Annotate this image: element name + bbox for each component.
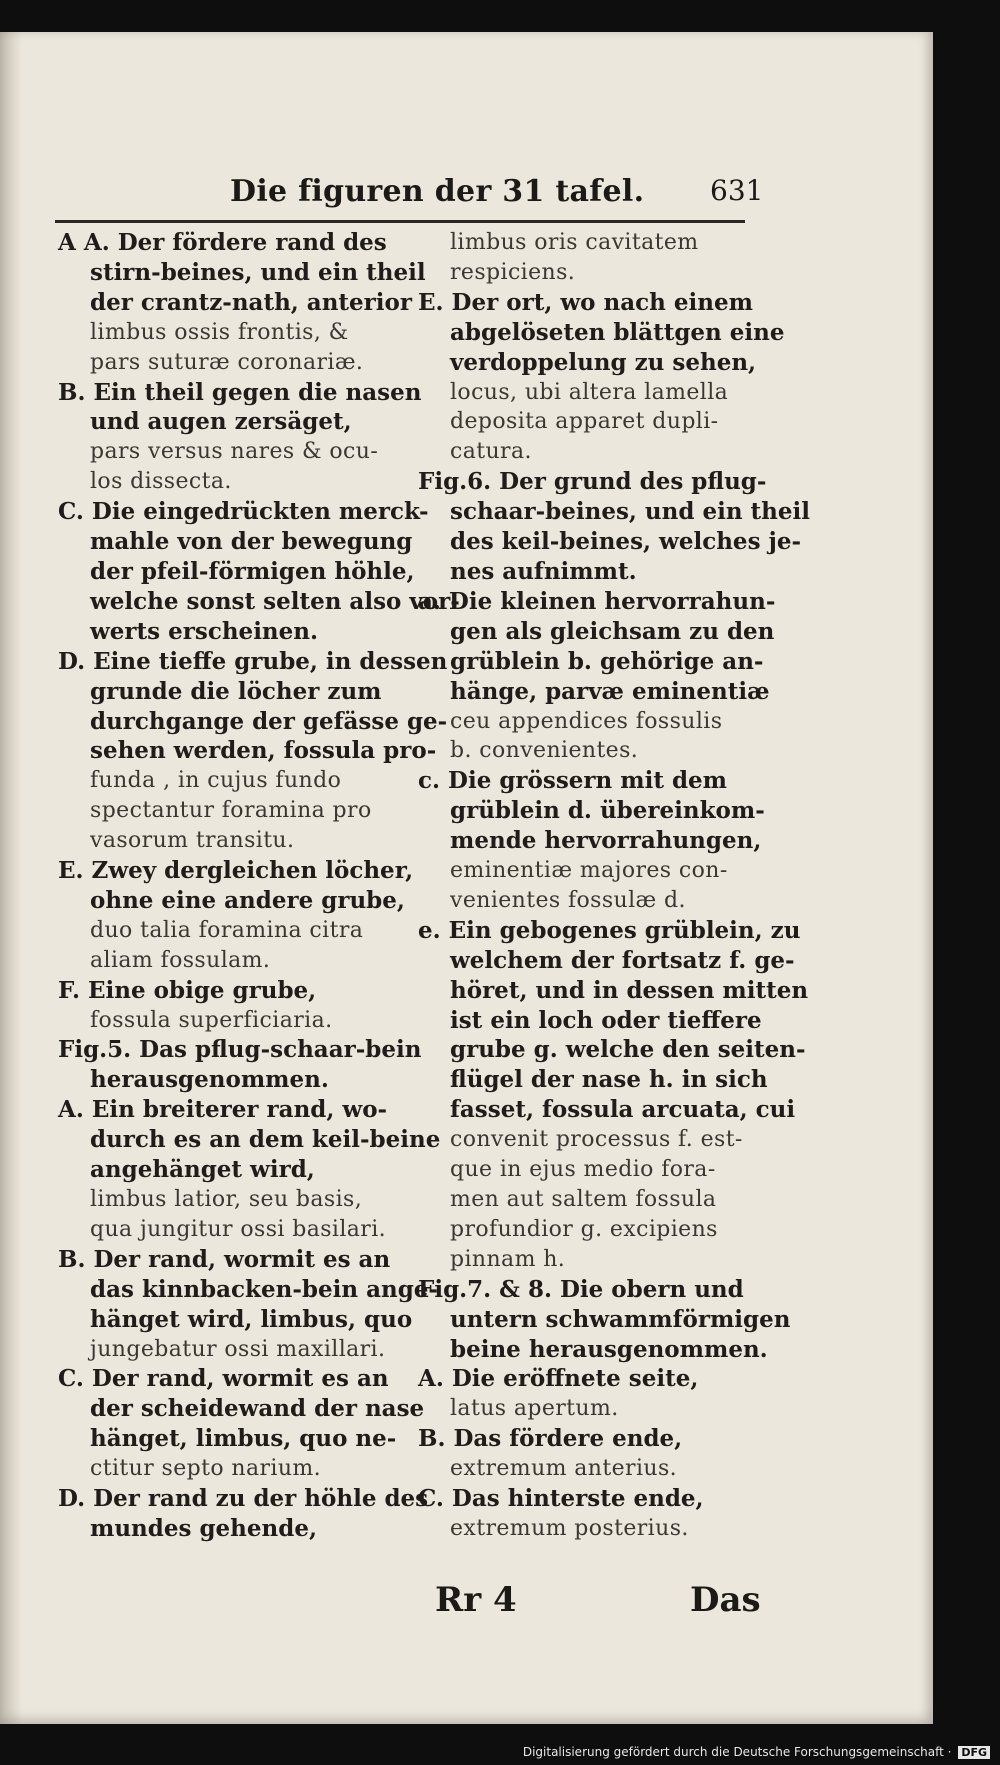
german-text-line: nes aufnimmt.: [450, 557, 637, 585]
right-text-column: [418, 228, 811, 1544]
left-entry: [58, 647, 448, 856]
latin-text-line: que in ejus medio fora-: [450, 1157, 716, 1183]
left-text-column: [58, 228, 460, 1544]
german-text-line: und augen zersäget,: [90, 408, 352, 436]
german-text-line: beine herausgenommen.: [450, 1335, 768, 1363]
german-text-line: welchem der fortsatz f. ge-: [450, 946, 795, 974]
latin-text-line: aliam fossulam.: [90, 947, 271, 973]
german-text-line: des keil-beines, welches je-: [450, 528, 802, 556]
german-text-line: mundes gehende,: [90, 1514, 317, 1542]
right-entry: [418, 467, 811, 587]
signature-mark: Rr 4: [435, 1580, 517, 1620]
dfg-logo: DFG: [958, 1746, 990, 1759]
left-entry: [58, 497, 460, 647]
german-text-line: grunde die löcher zum: [90, 677, 382, 705]
latin-text-line: pinnam h.: [450, 1246, 566, 1272]
latin-text-line: limbus oris cavitatem: [450, 230, 699, 255]
right-entry: [418, 288, 785, 467]
german-text-line: E. Der ort, wo nach einem: [418, 288, 753, 316]
left-entry: [58, 856, 414, 976]
german-text-line: untern schwammförmigen: [450, 1305, 791, 1333]
latin-text-line: spectantur foramina pro: [90, 798, 372, 824]
german-text-line: C. Die eingedrückten merck-: [58, 498, 429, 526]
left-entry: [58, 378, 422, 498]
latin-text-line: convenit processus f. est-: [450, 1127, 743, 1153]
latin-text-line: extremum posterius.: [450, 1515, 689, 1541]
latin-text-line: pars suturæ coronariæ.: [90, 349, 364, 375]
right-entry: [418, 587, 776, 766]
german-text-line: der scheidewand der nase: [90, 1395, 425, 1423]
right-entry: [418, 766, 765, 916]
german-text-line: ohne eine andere grube,: [90, 886, 405, 914]
german-text-line: a. Die kleinen hervorrahun-: [418, 587, 776, 615]
german-text-line: gen als gleichsam zu den: [450, 617, 775, 645]
german-text-line: werts erscheinen.: [90, 617, 319, 645]
latin-text-line: b. convenientes.: [450, 738, 639, 764]
latin-text-line: jungebatur ossi maxillari.: [90, 1336, 386, 1362]
german-text-line: A. Ein breiterer rand, wo-: [58, 1096, 388, 1124]
german-text-line: B. Das fördere ende,: [418, 1425, 683, 1453]
latin-text-line: latus apertum.: [450, 1396, 619, 1422]
german-text-line: D. Der rand zu der höhle des: [58, 1485, 429, 1513]
german-text-line: E. Zwey dergleichen löcher,: [58, 857, 414, 885]
german-text-line: ist ein loch oder tieffere: [450, 1006, 762, 1034]
left-entry: [58, 1245, 438, 1365]
german-text-line: das kinnbacken-bein ange-: [90, 1275, 438, 1303]
latin-text-line: venientes fossulæ d.: [450, 887, 686, 913]
german-text-line: welche sonst selten also vor-: [90, 587, 460, 615]
latin-text-line: men aut saltem fossula: [450, 1187, 717, 1212]
german-text-line: verdoppelung zu sehen,: [450, 348, 757, 376]
latin-text-line: eminentiæ majores con-: [450, 858, 728, 884]
german-text-line: schaar-beines, und ein theil: [450, 498, 811, 526]
right-entry: [418, 1484, 753, 1544]
latin-text-line: limbus ossis frontis, &: [90, 319, 349, 345]
left-entry: [58, 1484, 429, 1544]
german-text-line: herausgenommen.: [90, 1066, 329, 1094]
german-text-line: hänget wird, limbus, quo: [90, 1305, 413, 1333]
german-text-line: der crantz-nath, anterior: [90, 288, 412, 316]
german-text-line: fasset, fossula arcuata, cui: [450, 1096, 796, 1124]
german-text-line: grüblein b. gehörige an-: [450, 647, 764, 675]
latin-text-line: profundior g. excipiens: [450, 1216, 718, 1242]
german-text-line: sehen werden, fossula pro-: [90, 737, 437, 765]
german-text-line: grüblein d. übereinkom-: [450, 797, 765, 825]
latin-text-line: respiciens.: [450, 259, 576, 285]
german-text-line: grube g. welche den seiten-: [450, 1036, 806, 1064]
german-text-line: D. Eine tieffe grube, in dessen: [58, 647, 448, 675]
german-text-line: höret, und in dessen mitten: [450, 976, 809, 1004]
latin-text-line: extremum anterius.: [450, 1456, 678, 1482]
latin-text-line: ceu appendices fossulis: [450, 708, 723, 734]
german-text-line: B. Ein theil gegen die nasen: [58, 378, 422, 406]
german-text-line: e. Ein gebogenes grüblein, zu: [418, 916, 801, 944]
latin-text-line: pars versus nares & ocu-: [90, 439, 379, 465]
latin-text-line: ctitur septo narium.: [90, 1456, 322, 1482]
german-text-line: hänge, parvæ eminentiæ: [450, 677, 770, 705]
page-number: 631: [710, 174, 764, 207]
german-text-line: flügel der nase h. in sich: [450, 1066, 768, 1094]
left-entry: [58, 1035, 422, 1095]
latin-text-line: qua jungitur ossi basilari.: [90, 1216, 387, 1242]
german-text-line: abgelöseten blättgen eine: [450, 318, 785, 346]
latin-text-line: catura.: [450, 439, 532, 465]
german-text-line: durchgange der gefässe ge-: [90, 707, 448, 735]
latin-text-line: funda , in cujus fundo: [90, 768, 342, 794]
right-entry: [418, 916, 809, 1275]
credit-text: Digitalisierung gefördert durch die Deutsche Forschungsgemeinschaft ·: [522, 1745, 952, 1759]
german-text-line: Fig.6. Der grund des pflug-: [418, 468, 767, 496]
right-entry: [418, 1275, 791, 1365]
left-entry: [58, 228, 426, 378]
german-text-line: c. Die grössern mit dem: [418, 767, 728, 795]
header-rule: [55, 220, 745, 223]
german-text-line: A A. Der fördere rand des: [58, 229, 387, 256]
german-text-line: C. Der rand, wormit es an: [58, 1365, 389, 1393]
latin-text-line: duo talia foramina citra: [90, 917, 364, 943]
german-text-line: durch es an dem keil-beine: [90, 1126, 441, 1154]
german-text-line: hänget, limbus, quo ne-: [90, 1425, 397, 1453]
german-text-line: B. Der rand, wormit es an: [58, 1245, 391, 1273]
german-text-line: F. Eine obige grube,: [58, 976, 317, 1004]
catchword: Das: [690, 1580, 761, 1620]
german-text-line: der pfeil-förmigen höhle,: [90, 557, 415, 585]
latin-text-line: limbus latior, seu basis,: [90, 1187, 363, 1212]
german-text-line: Fig.7. & 8. Die obern und: [418, 1275, 744, 1303]
german-text-line: Fig.5. Das pflug-schaar-bein: [58, 1036, 422, 1064]
left-entry: [58, 976, 388, 1036]
page-header: [55, 144, 764, 224]
left-entry: [58, 1095, 441, 1245]
left-entry: [58, 1364, 425, 1484]
right-entry: [418, 228, 753, 288]
latin-text-line: los dissecta.: [90, 469, 232, 495]
latin-text-line: fossula superficiaria.: [90, 1007, 333, 1033]
german-text-line: stirn-beines, und ein theil: [90, 258, 426, 286]
right-entry: [418, 1364, 753, 1424]
book-page: [0, 32, 933, 1724]
latin-text-line: deposita apparet dupli-: [450, 409, 719, 435]
right-entry: [418, 1424, 753, 1484]
german-text-line: C. Das hinterste ende,: [418, 1485, 704, 1513]
digitization-credit: [523, 1745, 990, 1759]
latin-text-line: vasorum transitu.: [90, 828, 295, 854]
latin-text-line: locus, ubi altera lamella: [450, 379, 729, 405]
german-text-line: A. Die eröffnete seite,: [418, 1365, 699, 1393]
german-text-line: angehänget wird,: [90, 1156, 315, 1184]
german-text-line: mende hervorrahungen,: [450, 827, 762, 855]
german-text-line: mahle von der bewegung: [90, 528, 413, 556]
running-title: Die figuren der 31 tafel.: [230, 174, 645, 209]
